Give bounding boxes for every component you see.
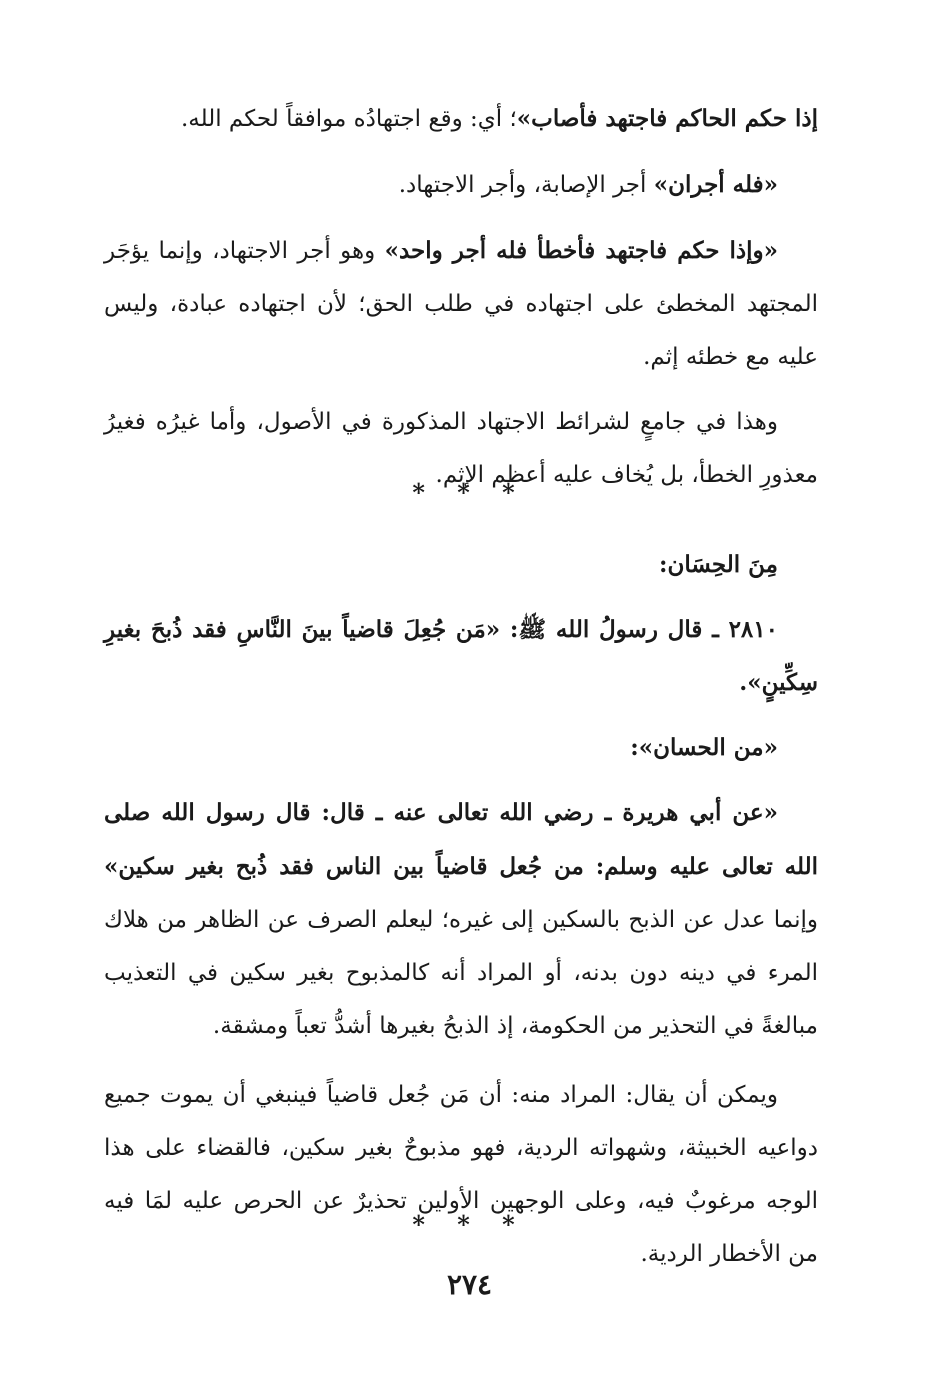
paragraph-text: وهو أجر الاجتهاد، وإنما يؤجَر المجتهد المخطئ على اجتهاده في طلب الحق؛ لأن اجتهاده عبادة، وليس عليه مع خطئه إثم. xyxy=(104,238,818,370)
paragraph-text: وإنما عدل عن الذبح بالسكين إلى غيره؛ ليعلم الصرف عن الظاهر من هلاك المرء في دينه دون بدنه، أو المراد أنه كالمذبوح بغير سكين في التعذيب مبالغةً في التحذير من الحكومة، إذ الذبحُ بغيرها أشدُّ تعباً ومشقة. xyxy=(104,907,818,1039)
bold-quote: «فله أجران» xyxy=(653,171,778,198)
section-heading: مِنَ الحِسَان: xyxy=(659,551,778,578)
page-number: ٢٧٤ xyxy=(446,1268,493,1301)
hadith-number: ٢٨١٠ ـ قال رسولُ الله ﷺ: xyxy=(500,616,778,643)
commentary-paragraph-1 xyxy=(104,786,818,1053)
paragraph-text: أجر الإصابة، وأجر الاجتهاد. xyxy=(398,172,654,198)
section-body xyxy=(104,538,818,1281)
paragraph-2 xyxy=(104,158,818,212)
page-body xyxy=(104,92,818,502)
bold-quote: «وإذا حكم فاجتهد فأخطأ فله أجر واحد» xyxy=(384,237,778,264)
commentary-paragraph-2: ويمكن أن يقال: المراد منه: أن مَن جُعل قاضياً فينبغي أن يموت جميع دواعيه الخبيثة، وشهواته الردية، فهو مذبوحٌ بغير سكين، فالقضاء على هذا الوجه مرغوبٌ فيه، وعلى الوجهين الأولين تحذيرٌ عن الحرص عليه لمَا فيه من الأخطار الردية. xyxy=(104,1082,818,1267)
hadith-text xyxy=(104,603,818,709)
commentary-label: «من الحسان»: xyxy=(630,734,778,761)
paragraph-3 xyxy=(104,224,818,384)
section-separator: * * * xyxy=(412,1210,527,1239)
paragraph-1 xyxy=(104,92,818,146)
paragraph-4: وهذا في جامعٍ لشرائط الاجتهاد المذكورة في الأصول، وأما غيرُه فغيرُ معذورِ الخطأ، بل يُخاف عليه أعظم الإثم. xyxy=(104,409,818,488)
bold-quote: إذا حكم الحاكم فاجتهد فأصاب» xyxy=(516,105,818,132)
bold-quote: «عن أبي هريرة ـ رضي الله تعالى عنه ـ قال: قال رسول الله صلى الله تعالى عليه وسلم: من جُعل قاضياً بين الناس فقد ذُبح بغير سكين» xyxy=(104,799,818,880)
section-separator: * * * xyxy=(412,478,527,507)
hadith-quote: «مَن جُعِلَ قاضياً بينَ النَّاسِ فقد ذُبحَ بغيرِ سِكِّينٍ». xyxy=(104,616,818,696)
paragraph-text: ؛ أي: وقع اجتهادُه موافقاً لحكم الله. xyxy=(180,106,517,132)
